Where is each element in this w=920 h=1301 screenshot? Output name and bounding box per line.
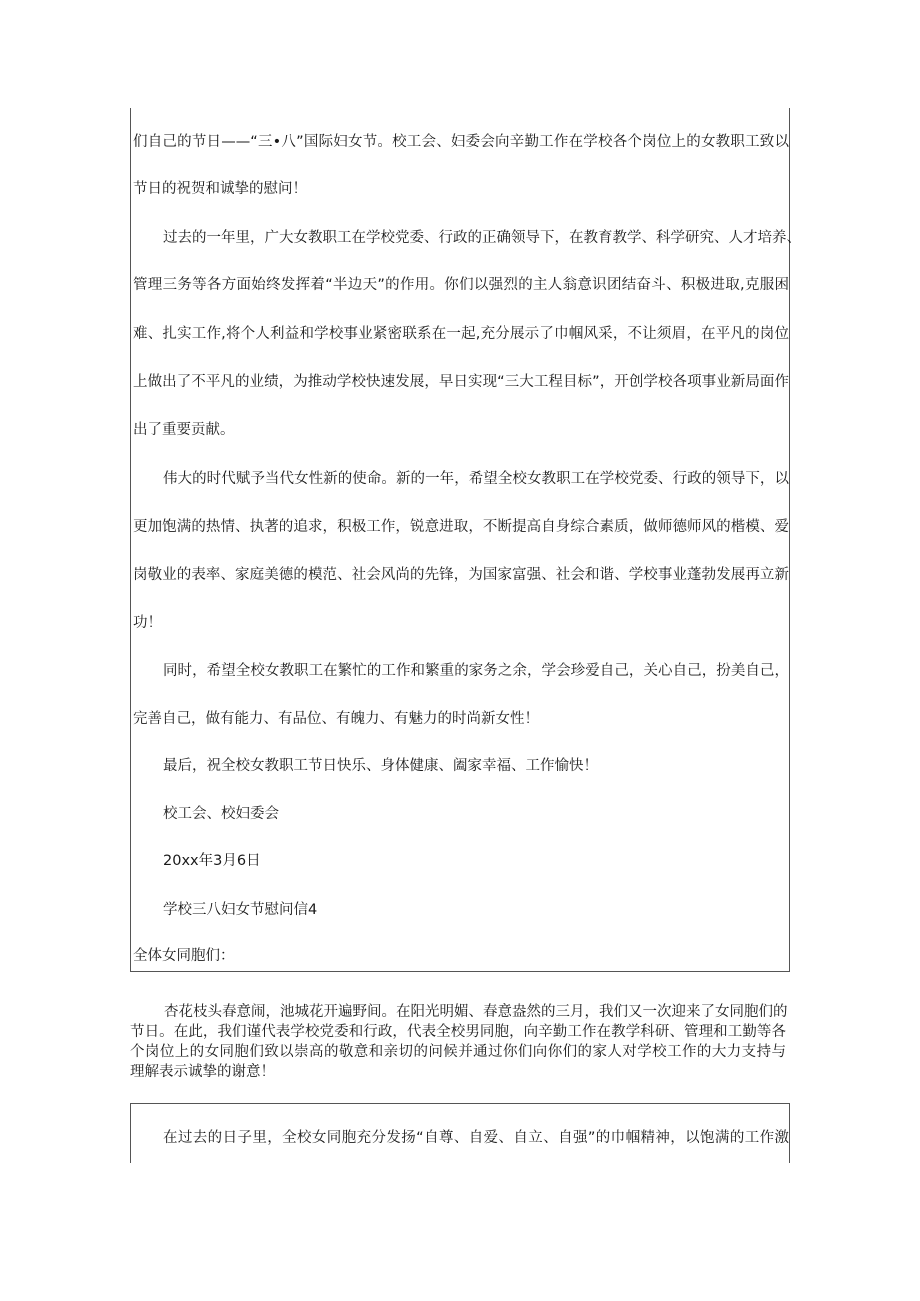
text-line: 同时，希望全校女教职工在繁忙的工作和繁重的家务之余，学会珍爱自己，关心自己，扮美自己， bbox=[163, 663, 789, 679]
text-line: 伟大的时代赋予当代女性新的使命。新的一年，希望全校女教职工在学校党委、行政的领导下，以 bbox=[163, 471, 789, 487]
text-line: 上做出了不平凡的业绩，为推动学校快速发展，早日实现“三大工程目标”，开创学校各项事业新局面作 bbox=[133, 374, 789, 390]
text-line: 更加饱满的热情、执著的追求，积极工作，锐意进取，不断提高自身综合素质，做师德师风的楷模、爱 bbox=[133, 519, 789, 535]
date-line: 20xx年3月6日 bbox=[163, 853, 261, 869]
text-line: 功！ bbox=[133, 615, 162, 631]
text-line: 杏花枝头春意闹，池城花开遍野间。在阳光明媚、春意盎然的三月，我们又一次迎来了女同胞们的 bbox=[164, 1004, 788, 1020]
text-line: 过去的一年里，广大女教职工在学校党委、行政的正确领导下，在教育教学、科学研究、人才培养、 bbox=[163, 230, 801, 246]
text-line: 管理三务等各方面始终发挥着“半边天”的作用。你们以强烈的主人翁意识团结奋斗、积极进取,克服困 bbox=[133, 277, 789, 293]
text-line: 岗敬业的表率、家庭美德的模范、社会风尚的先锋，为国家富强、社会和谐、学校事业蓬勃发展再立新 bbox=[133, 567, 789, 583]
signature-line: 校工会、校妇委会 bbox=[163, 806, 279, 822]
letter-section-box bbox=[130, 108, 801, 972]
text-line: 理解表示诚挚的谢意！ bbox=[130, 1064, 275, 1080]
salutation-line: 全体女同胞们： bbox=[133, 948, 235, 964]
text-line: 在过去的日子里，全校女同胞充分发扬“自尊、自爱、自立、自强”的巾帼精神，以饱满的工作激 bbox=[163, 1130, 789, 1146]
body-paragraph bbox=[130, 1002, 790, 1082]
text-line: 难、扎实工作,将个人利益和学校事业紧密联系在一起,充分展示了巾帼风采，不让须眉，在平凡的岗位 bbox=[133, 326, 789, 342]
text-line: 个岗位上的女同胞们致以崇高的敬意和亲切的问候并通过你们向你们的家人对学校工作的大力支持与 bbox=[130, 1044, 786, 1060]
heading-line: 学校三八妇女节慰问信4 bbox=[163, 902, 318, 918]
letter-section-box bbox=[130, 1103, 790, 1163]
text-line: 节日的祝贺和诚挚的慰问！ bbox=[133, 181, 307, 197]
text-line: 出了重要贡献。 bbox=[133, 422, 235, 438]
text-line: 们自己的节日——“三•八”国际妇女节。校工会、妇委会向辛勤工作在学校各个岗位上的女教职工致以 bbox=[133, 134, 789, 150]
text-line: 完善自己，做有能力、有品位、有魄力、有魅力的时尚新女性！ bbox=[133, 711, 539, 727]
text-line: 最后，祝全校女教职工节日快乐、身体健康、阖家幸福、工作愉快！ bbox=[163, 758, 598, 774]
text-line: 节日。在此，我们谨代表学校党委和行政，代表全校男同胞，向辛勤工作在教学科研、管理和工勤等各 bbox=[130, 1024, 786, 1040]
